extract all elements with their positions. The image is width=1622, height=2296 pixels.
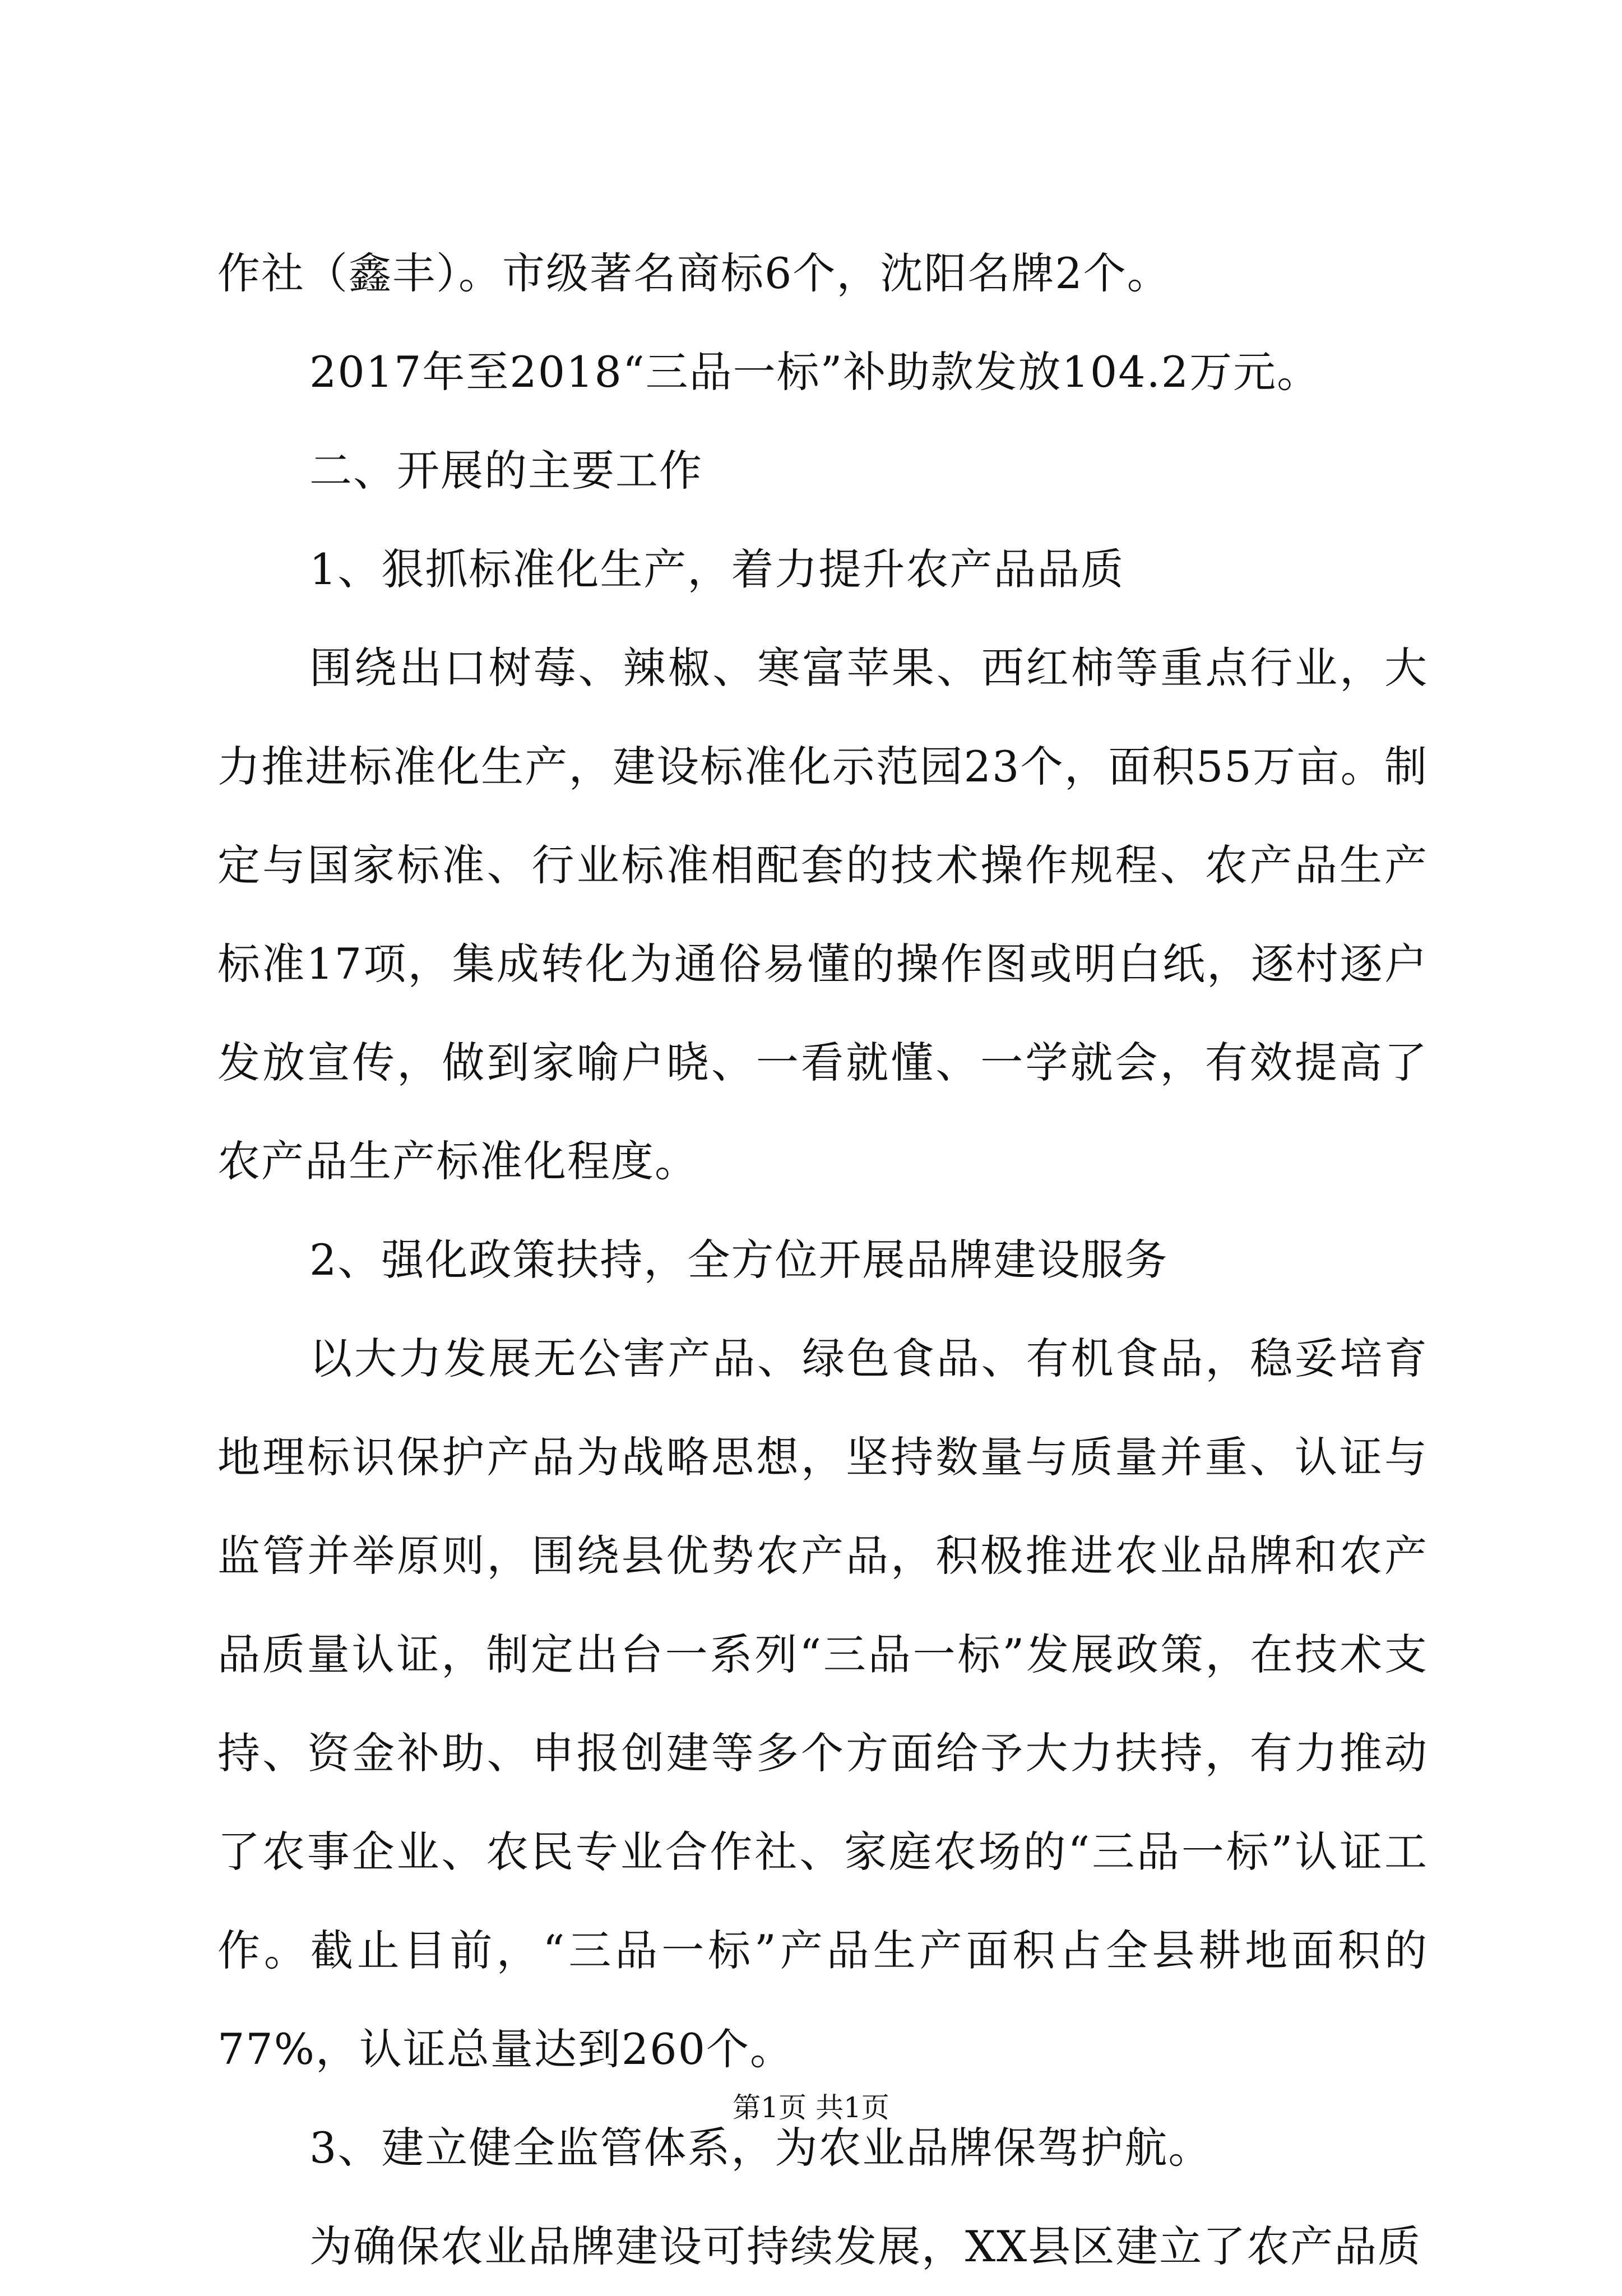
page-footer: 第1页 共1页 bbox=[733, 2091, 889, 2124]
subsection-heading: 2、强化政策扶持，全方位开展品牌建设服务 bbox=[309, 1235, 1169, 1285]
paragraph: 以大力发展无公害产品、绿色食品、有机食品，稳妥培育地理标识保护产品为战略思想，坚持数量与质量并重、认证与监管并举原则，围绕县优势农产品，积极推进农业品牌和农产品质量认证，制定出台一系列“三品一标”发展政策，在技术支持、资金补助、申报创建等多个方面给予大力扶持，有力推动了农事企业、农民专业合作社、家庭农场的“三品一标”认证工作。截止目前，“三品一标”产品生产面积占全县耕地面积的77%，认证总量达到260个。 bbox=[217, 1334, 1428, 2074]
section-heading: 二、开展的主要工作 bbox=[309, 446, 703, 496]
paragraph: 围绕出口树莓、辣椒、寒富苹果、西红柿等重点行业，大力推进标准化生产，建设标准化示范园23个，面积55万亩。制定与国家标准、行业标准相配套的技术操作规程、农产品生产标准17项，集成转化为通俗易懂的操作图或明白纸，逐村逐户发放宣传，做到家喻户晓、一看就懂、一学就会，有效提高了农产品生产标准化程度。 bbox=[217, 643, 1428, 1186]
subsection-heading: 1、狠抓标准化生产，着力提升农产品品质 bbox=[309, 544, 1125, 594]
document-body bbox=[217, 224, 1428, 2296]
subsection-heading: 3、建立健全监管体系，为农业品牌保驾护航。 bbox=[309, 2123, 1212, 2173]
paragraph: 为确保农业品牌建设可持续发展，XX县区建立了农产品质 bbox=[309, 2221, 1422, 2271]
paragraph: 2017年至2018“三品一标”补助款发放104.2万元。 bbox=[309, 347, 1321, 397]
paragraph: 作社（鑫丰）。市级著名商标6个，沈阳名牌2个。 bbox=[217, 248, 1171, 298]
